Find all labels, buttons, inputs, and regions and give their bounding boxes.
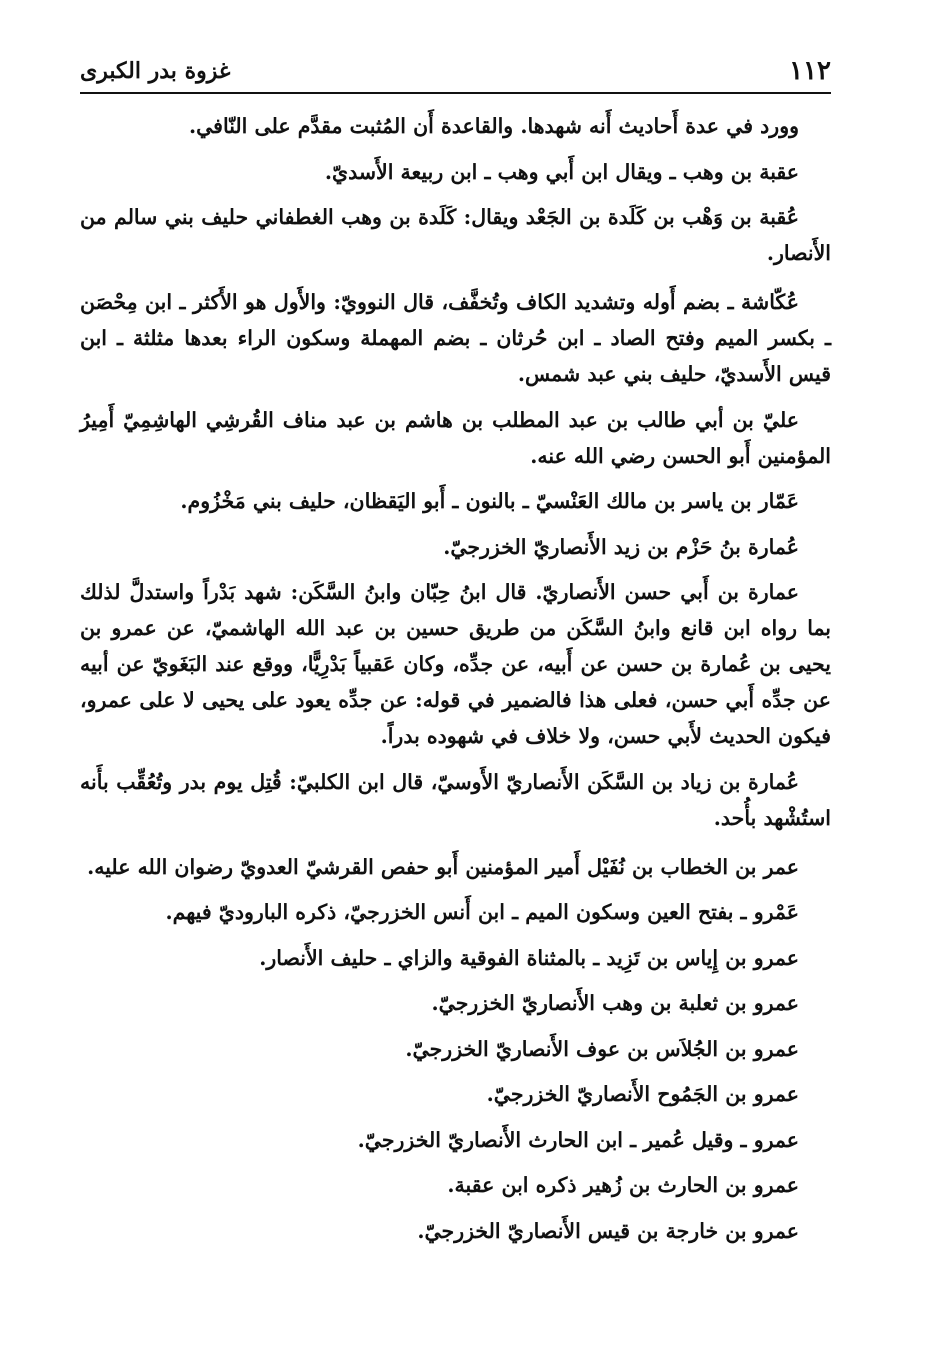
running-title: غزوة بدر الكبرى (80, 58, 231, 84)
paragraph: عمر بن الخطاب بن نُفَيْل أَمير المؤمنين أَبو حفص القرشيّ العدويّ رضوان الله عليه. (87, 854, 799, 879)
paragraph: عُقبة بن وَهْب بن كَلَدة بن الجَعْد ويقال: كَلَدة بن وهب الغطفاني حليف بني سالم من الأَنصار. (80, 205, 831, 265)
paragraph: عمرو بن الجَمُوح الأَنصاريّ الخزرجيّ. (486, 1082, 799, 1106)
paragraph: وورد في عدة أَحاديث أَنه شهدها. والقاعدة أَن المُثبت مقدَّم على النّافي. (188, 114, 799, 138)
paragraph: عُمارة بن زياد بن السَّكَن الأَنصاريّ الأَوسيّ، قال ابن الكلبيّ: قُتِل يوم بدر وتُعُقِّب بأَنه استُشْهد بأُحد. (80, 769, 831, 830)
paragraph: عمارة بن أَبي حسن الأَنصاريّ. قال ابنُ حِبّان وابنُ السَّكَن: شهد بَدْراً واستدلَّ لذلك بما رواه ابن قانع وابنُ السَّكَن من طريق حسين بن عبد الله الهاشميّ، عن عمرو بن يحيى بن عُمارة بن حسن عن أَبيه، عن جدِّه، وكان عَقبياً بَدْرِيًّا، ووقع عند البَغَويّ عن أبيه عن جدِّه أَبي حسن، فعلى هذا فالضمير في قوله: عن جدِّه يعود على يحيى لا على عمرو، فيكون الحديث لأَبي حسن، ولا خلاف في شهوده بدراً. (80, 580, 831, 748)
paragraph: عليّ بن أبي طالب بن عبد المطلب بن هاشم بن عبد مناف القُرشِي الهاشِمِيّ أَمِيرُ المؤمنين أَبو الحسن رضي الله عنه. (80, 407, 831, 468)
page-body (80, 108, 831, 1258)
paragraph: عَمّار بن ياسر بن مالك العَنْسيّ ـ بالنون ـ أَبو اليَقظان، حليف بني مَخْزُوم. (180, 489, 799, 513)
paragraph: عمرو ـ وقيل عُمير ـ ابن الحارث الأَنصاريّ الخزرجيّ. (357, 1127, 799, 1152)
paragraph: عمرو بن الحارث بن زُهير ذكره ابن عقبة. (447, 1173, 799, 1197)
paragraph: عمرو بن ثعلبة بن وهب الأَنصاريّ الخزرجيّ. (431, 991, 799, 1015)
paragraph: عمرو بن إِياس بن تَزِيد ـ بالمثناة الفوقية والزاي ـ حليف الأَنصار. (259, 945, 799, 970)
paragraph: عَمْرو ـ بفتح العين وسكون الميم ـ ابن أَنس الخزرجيّ، ذكره الباروديّ فيهم. (165, 900, 799, 924)
paragraph: عمرو بن الجُلاَس بن عوف الأَنصاريّ الخزرجيّ. (405, 1036, 799, 1061)
paragraph: عمرو بن خارجة بن قيس الأَنصاريّ الخزرجيّ. (417, 1218, 799, 1243)
page-header (80, 50, 831, 94)
page-number: ١١٢ (789, 56, 831, 86)
paragraph: عُمارة بنُ حَزْم بن زيد الأَنصاريّ الخزرجيّ. (443, 534, 799, 559)
paragraph: عقبة بن وهب ـ ويقال ابن أَبي وهب ـ ابن ربيعة الأَسديّ. (324, 159, 799, 184)
paragraph: عُكّاشة ـ بضم أَوله وتشديد الكاف وتُخفَّف، قال النوويّ: والأَول هو الأَكثر ـ ابن مِحْصَن ـ بكسر الميم وفتح الصاد ـ ابن حُرثان ـ بضم المهملة وسكون الراء بعدها مثلثة ـ ابن قيس الأَسديّ، حليف بني عبد شمس. (80, 290, 831, 386)
